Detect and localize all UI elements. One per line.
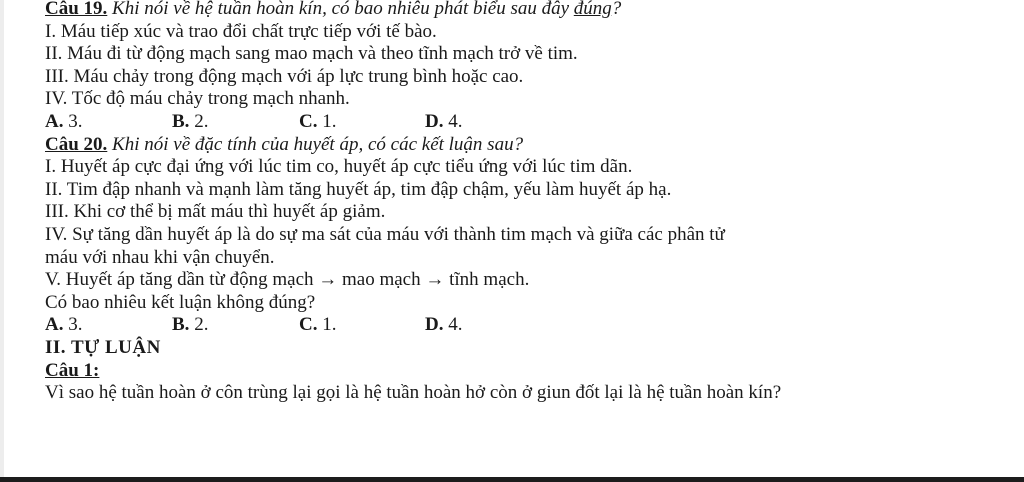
bottom-edge-bar — [0, 477, 1024, 482]
q20-prompt: Khi nói về đặc tính của huyết áp, có các kết luận sau? — [107, 133, 524, 155]
q19-prompt: Khi nói về hệ tuần hoàn kín, có bao nhiêu phát biểu sau đây đúng? — [107, 0, 622, 19]
q19-statement: I. Máu tiếp xúc và trao đổi chất trực tiếp với tế bào. — [45, 20, 437, 42]
document-body — [45, 0, 1005, 405]
q19-number: Câu 19. — [45, 0, 108, 19]
q20-option-c: C. 1. — [299, 314, 337, 336]
q19-options — [45, 111, 1005, 134]
essay-question: Vì sao hệ tuần hoàn ở côn trùng lại gọi là hệ tuần hoàn hở còn ở giun đốt lại là hệ tuần hoàn kín? — [45, 382, 782, 404]
q20-statement: V. Huyết áp tăng dần từ động mạch → mao mạch → tĩnh mạch. — [45, 269, 530, 291]
q19-option-d: D. 4. — [425, 110, 463, 132]
q19-heading — [45, 0, 1005, 21]
q20-option-a: A. 3. — [45, 314, 83, 336]
q20-statement: IV. Sự tăng dần huyết áp là do sự ma sát của máu với thành tim mạch và giữa các phân tử — [45, 223, 725, 245]
q20-heading — [45, 134, 1005, 157]
q19-statement: II. Máu đi từ động mạch sang mao mạch và theo tĩnh mạch trở về tim. — [45, 43, 578, 65]
q20-statement: máu với nhau khi vận chuyển. — [45, 246, 275, 268]
q19-option-a: A. 3. — [45, 110, 83, 132]
q20-option-b: B. 2. — [172, 314, 209, 336]
q20-statement: I. Huyết áp cực đại ứng với lúc tim co, huyết áp cực tiểu ứng với lúc tim dãn. — [45, 156, 633, 178]
q20-statement: III. Khi cơ thể bị mất máu thì huyết áp giảm. — [45, 201, 386, 223]
q19-statement: IV. Tốc độ máu chảy trong mạch nhanh. — [45, 88, 350, 110]
page-left-edge — [0, 0, 4, 482]
q19-prompt-emphasis: đúng — [573, 0, 612, 19]
section-title: II. TỰ LUẬN — [45, 336, 161, 358]
q20-option-d: D. 4. — [425, 314, 463, 336]
q20-question: Có bao nhiêu kết luận không đúng? — [45, 291, 316, 313]
q19-option-b: B. 2. — [172, 110, 209, 132]
q20-number: Câu 20. — [45, 133, 108, 155]
q19-option-c: C. 1. — [299, 110, 337, 132]
q19-statement: III. Máu chảy trong động mạch với áp lực trung bình hoặc cao. — [45, 65, 524, 87]
essay-heading: Câu 1: — [45, 359, 100, 381]
q20-statement: II. Tim đập nhanh và mạnh làm tăng huyết áp, tim đập chậm, yếu làm huyết áp hạ. — [45, 178, 672, 200]
q20-options — [45, 314, 1005, 337]
